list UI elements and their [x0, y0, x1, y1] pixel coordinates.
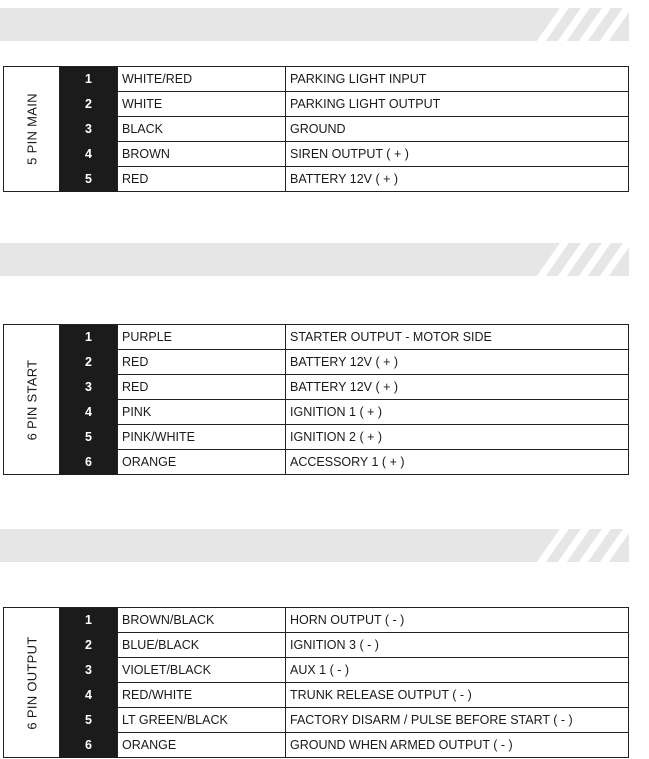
wire-function: TRUNK RELEASE OUTPUT ( - ): [286, 683, 629, 708]
wire-color: RED/WHITE: [118, 683, 286, 708]
wire-color: VIOLET/BLACK: [118, 658, 286, 683]
wire-color: BROWN: [118, 142, 286, 167]
pin-number: 6: [60, 733, 118, 758]
wiring-table-6-pin-output: [3, 607, 629, 758]
connector-label: 5 PIN MAIN: [24, 93, 39, 165]
pin-number: 2: [60, 92, 118, 117]
wire-color: ORANGE: [118, 450, 286, 475]
table-row: [4, 633, 629, 658]
wire-color: WHITE/RED: [118, 67, 286, 92]
wire-function: IGNITION 3 ( - ): [286, 633, 629, 658]
table-row: [4, 117, 629, 142]
wire-color: BLACK: [118, 117, 286, 142]
table-row: [4, 142, 629, 167]
pin-number: 4: [60, 142, 118, 167]
wire-function: AUX 1 ( - ): [286, 658, 629, 683]
wire-function: SIREN OUTPUT ( + ): [286, 142, 629, 167]
table-row: [4, 67, 629, 92]
pin-number: 5: [60, 425, 118, 450]
table-row: [4, 450, 629, 475]
wire-function: IGNITION 2 ( + ): [286, 425, 629, 450]
pin-number: 3: [60, 375, 118, 400]
wire-function: GROUND: [286, 117, 629, 142]
wire-function: FACTORY DISARM / PULSE BEFORE START ( - ): [286, 708, 629, 733]
wire-function: BATTERY 12V ( + ): [286, 375, 629, 400]
wire-color: RED: [118, 350, 286, 375]
wire-function: ACCESSORY 1 ( + ): [286, 450, 629, 475]
wire-color: RED: [118, 167, 286, 192]
pin-number: 2: [60, 633, 118, 658]
wire-function: BATTERY 12V ( + ): [286, 350, 629, 375]
table-row: [4, 350, 629, 375]
wire-color: WHITE: [118, 92, 286, 117]
pin-number: 5: [60, 167, 118, 192]
wire-function: GROUND WHEN ARMED OUTPUT ( - ): [286, 733, 629, 758]
pin-number: 1: [60, 325, 118, 350]
section-banner: [0, 529, 629, 562]
wire-color: ORANGE: [118, 733, 286, 758]
wire-color: BLUE/BLACK: [118, 633, 286, 658]
table-row: [4, 400, 629, 425]
pin-number: 1: [60, 608, 118, 633]
wire-function: HORN OUTPUT ( - ): [286, 608, 629, 633]
table-row: [4, 92, 629, 117]
wire-color: PURPLE: [118, 325, 286, 350]
wiring-table-6-pin-start: [3, 324, 629, 475]
section-banner: [0, 243, 629, 276]
pin-number: 4: [60, 400, 118, 425]
wire-function: IGNITION 1 ( + ): [286, 400, 629, 425]
pin-number: 1: [60, 67, 118, 92]
wire-color: PINK/WHITE: [118, 425, 286, 450]
table-row: [4, 708, 629, 733]
wire-color: PINK: [118, 400, 286, 425]
connector-label-cell: [4, 67, 60, 192]
pin-number: 3: [60, 117, 118, 142]
table-row: [4, 375, 629, 400]
table-row: [4, 658, 629, 683]
connector-label: 6 PIN START: [24, 359, 39, 440]
wire-color: LT GREEN/BLACK: [118, 708, 286, 733]
wire-function: PARKING LIGHT OUTPUT: [286, 92, 629, 117]
wire-function: PARKING LIGHT INPUT: [286, 67, 629, 92]
pin-number: 2: [60, 350, 118, 375]
table-row: [4, 425, 629, 450]
table-row: [4, 167, 629, 192]
table-row: [4, 608, 629, 633]
pin-number: 5: [60, 708, 118, 733]
section-banner: [0, 8, 629, 41]
connector-label: 6 PIN OUTPUT: [24, 635, 39, 730]
connector-label-cell: [4, 608, 60, 758]
pin-number: 6: [60, 450, 118, 475]
pin-number: 3: [60, 658, 118, 683]
wire-color: BROWN/BLACK: [118, 608, 286, 633]
wire-function: BATTERY 12V ( + ): [286, 167, 629, 192]
table-row: [4, 733, 629, 758]
connector-label-cell: [4, 325, 60, 475]
wire-function: STARTER OUTPUT - MOTOR SIDE: [286, 325, 629, 350]
table-row: [4, 325, 629, 350]
pin-number: 4: [60, 683, 118, 708]
wiring-table-5-pin-main: [3, 66, 629, 192]
table-row: [4, 683, 629, 708]
wire-color: RED: [118, 375, 286, 400]
